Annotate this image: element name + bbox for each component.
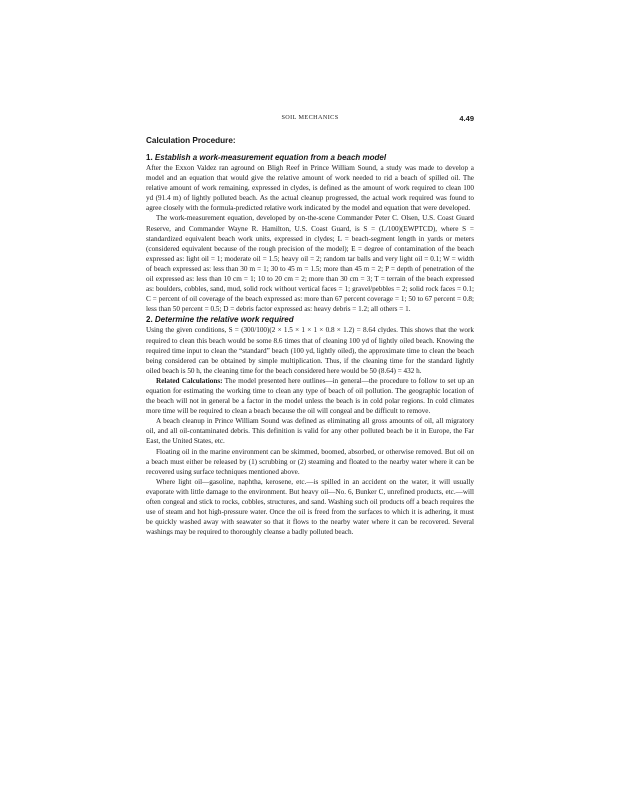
- running-header: [146, 114, 474, 128]
- related-paragraph-4: Where light oil—gasoline, naphtha, kerosene, etc.—is spilled in an accident on the water, it will usually evaporate with little damage to the environment. But heavy oil—No. 6, Bunker C, unrefined products, etc.—will often congeal and stick to rocks, cobbles, structures, and sand. Washing such oil products off a beach requires the use of steam and hot high-pressure water. Once the oil is freed from the surfaces to which it is adhering, it must be quickly washed away with seawater so that it flows to the nearby water where it can be recovered. Several washings may be required to thoroughly cleanse a badly polluted beach.: [146, 477, 474, 537]
- related-calculations-text: The model presented here outlines—in general—the procedure to follow to set up an equation for estimating the working time to clean any type of beach of oil pollution. The geographic location of the beach will not in general be a factor in the model unless the beach is in cold polar regions. In cold climates more time will be required to clean a beach because the oil will congeal and be difficult to remove.: [146, 376, 474, 416]
- section-title: Calculation Procedure:: [146, 136, 236, 145]
- step-1-paragraph-1: After the Exxon Valdez ran aground on Bligh Reef in Prince William Sound, a study was made to develop a model and an equation that would give the relative amount of work needed to rid a beach of spilled oil. The relative amount of work remaining, expressed in clydes, is defined as the amount of work required to clean 100 yd (91.4 m) of lightly polluted beach. As the actual cleanup progressed, the actual work required was found to agree closely with the formula-predicted relative work indicated by the model and equation that were developed.: [146, 164, 474, 213]
- document-page: [146, 114, 474, 537]
- page-number: 4.49: [459, 114, 474, 123]
- step-1-paragraph-2: The work-measurement equation, developed by on-the-scene Commander Peter C. Olsen, U.S. Coast Guard Reserve, and Commander Wayne R. Hamilton, U.S. Coast Guard, is S = (L/100)(EWPTCD), where S = standardized equivalent beach work units, expressed in clydes; L = beach-segment length in yards or meters (considered equivalent because of the rough precision of the model); E = degree of contamination of the beach expressed as: light oil = 1; moderate oil = 1.5; heavy oil = 2; random tar balls and very light oil = 0.1; W = width of beach expressed as: less than 30 m = 1; 30 to 45 m = 1.5; more than 45 m = 2; P = depth of penetration of the oil expressed as: less than 10 cm = 1; 10 to 20 cm = 2; more than 30 cm = 3; T = terrain of the beach expressed as: boulders, cobbles, sand, mud, solid rock without vertical faces = 1; gravel/pebbles = 2; solid rock faces = 0.1; C = percent of oil coverage of the beach expressed as: more than 67 percent coverage = 1; 50 to 67 percent = 0.8; less than 50 percent = 0.5; D = debris factor expressed as: heavy debris = 1.2; all others = 1.: [146, 214, 474, 314]
- step-2-title: Determine the relative work required: [154, 315, 294, 325]
- step-1-heading: [146, 153, 474, 162]
- step-2-paragraph-1: Using the given conditions, S = (300/100)(2 × 1.5 × 1 × 1 × 0.8 × 1.2) = 8.64 clydes. This shows that the work required to clean this beach would be some 8.6 times that of cleaning 100 yd of lightly oiled beach. Knowing the required time input to clean the “standard” beach (100 yd, lightly oiled), the approximate time to clean the beach being considered can be obtained by simple multiplication. Thus, if the cleaning time for the standard lightly oiled beach is 50 h, the cleaning time for the beach considered here would be 50 (8.64) = 432 h.: [146, 326, 474, 375]
- step-1-number: 1.: [146, 153, 153, 162]
- step-2-heading: [146, 315, 474, 324]
- step-2-number: 2.: [146, 315, 153, 325]
- related-paragraph-2: A beach cleanup in Prince William Sound was defined as eliminating all gross amounts of oil, all migratory oil, and all oil-contaminated debris. This definition is valid for any other polluted beach be it in Europe, the Far East, the United States, etc.: [146, 417, 474, 446]
- step-1-title: Establish a work-measurement equation from a beach model: [154, 153, 387, 162]
- related-paragraph-3: Floating oil in the marine environment can be skimmed, boomed, absorbed, or otherwise removed. But oil on a beach must either be released by (1) scrubbing or (2) steaming and floated to the nearby water where it can be recovered using surface techniques mentioned above.: [146, 447, 474, 476]
- running-title: SOIL MECHANICS: [281, 114, 339, 121]
- related-calculations-label: Related Calculations:: [156, 376, 223, 385]
- related-calculations-paragraph: [146, 376, 474, 416]
